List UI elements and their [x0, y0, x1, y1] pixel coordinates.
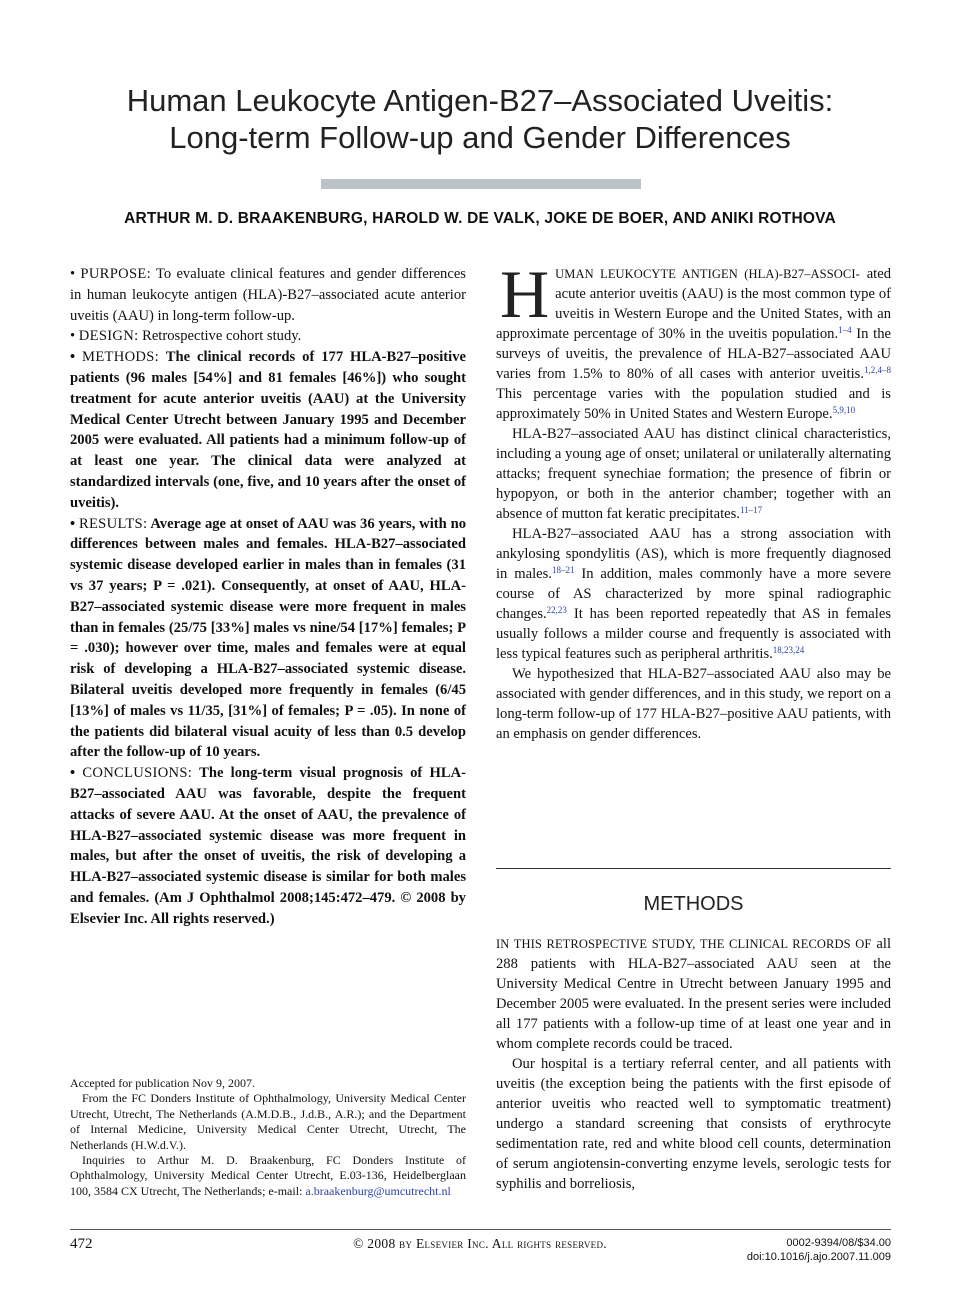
citation-text: (Am J Ophthalmol 2008;145:472–479. © 2008 by Elsevier Inc. All rights reserved.) — [70, 889, 466, 927]
methods-p1-text: all 288 patients with HLA-B27–associated AAU seen at the University Medical Centre in Utrecht between January 1995 and December 2005 were evaluated. In the present series were included all 177 patients with a follow-up time of at least one year and in whom complete records could be traced. — [496, 936, 891, 1052]
intro-p1-a: ated acute anterior uveitis (AAU) is the most common type of uveitis in Western Europe and the United States, with an approximate percentage of 30% in the uveitis population. — [496, 266, 891, 342]
abstract-results: • RESULTS: Average age at onset of AAU was 36 years, with no differences between males and females. HLA-B27–associated systemic disease developed earlier in males than in females (31 vs 37 years; P = .021). Consequently, at onset of AAU, HLA-B27–associated systemic disease were more frequent in males than in females (25/75 [33%] males vs nine/54 [17%] females; P = .030); however over time, males and females were at equal risk of developing a HLA-B27–associated systemic disease. Bilateral uveitis developed more frequently in females (6/45 [13%] of males vs 11/35, [31%] of females; P = .05). In none of the patients did bilateral visual acuity of less than 0.5 develop after the follow-up of 10 years. — [70, 515, 466, 761]
issn-doi — [747, 1236, 891, 1264]
design-label: DESIGN: — [78, 328, 139, 345]
conclusions-text: The long-term visual prognosis of HLA-B27–associated AAU was favorable, despite the frequent attacks of severe AAU. At the onset of AAU, the prevalence of HLA-B27–associated systemic disease was more frequent in males, but after the onset of uveitis, the risk of developing a HLA-B27–associated systemic disease is similar for both males and females. — [70, 765, 466, 906]
ref-link[interactable]: 22,23 — [546, 605, 567, 615]
inquiries-text: Inquiries to Arthur M. D. Braakenburg, FC Donders Institute of Ophthalmology, University Medical Center Utrecht, E.03-136, Heidelberglaan 100, 3584 CX Utrecht, The Netherlands; e-mail: — [70, 1153, 466, 1198]
methods-heading: METHODS — [643, 893, 744, 915]
results-label: RESULTS: — [78, 515, 148, 532]
methods-label: METHODS: — [82, 349, 160, 366]
intro-p1-b: In the surveys of uveitis, the prevalence of HLA-B27–associated AAU varies from 1.5% to 80% of all cases with anterior uveitis. — [496, 326, 891, 382]
footnotes — [70, 1076, 466, 1199]
footnote-accepted: Accepted for publication Nov 9, 2007. — [70, 1076, 255, 1090]
results-text: Average age at onset of AAU was 36 years, with no differences between males and females. HLA-B27–associated systemic disease developed earlier in males than in females (31 vs 37 years; P = .021). Consequently, at onset of AAU, HLA-B27–associated systemic disease were more frequent in males than in females (25/75 [33%] males vs nine/54 [17%] females; P = .030); however over time, males and females were at equal risk of developing a HLA-B27–associated systemic disease. Bilateral uveitis developed more frequently in females (6/45 [13%] of males vs 11/35, [31%] of females; P = .05). In none of the patients did bilateral visual acuity of less than 0.5 develop after the follow-up of 10 years. — [70, 515, 466, 761]
intro-paragraph-3 — [496, 524, 891, 664]
author-list: ARTHUR M. D. BRAAKENBURG, HAROLD W. DE VALK, JOKE DE BOER, AND ANIKI ROTHOVA — [124, 210, 836, 227]
footnote-affiliation: From the FC Donders Institute of Ophthalmology, University Medical Center Utrecht, Utrecht, The Netherlands (A.M.D.B., J.d.B., A.R.); and the Department of Internal Medicine, University Medical Center Utrecht, Utrecht, The Netherlands (H.W.d.V.). — [70, 1091, 466, 1152]
intro-lead-caps: UMAN LEUKOCYTE ANTIGEN (HLA)-B27–ASSOCI- — [555, 267, 860, 281]
ref-link[interactable]: 5,9,10 — [832, 405, 856, 415]
abstract-design: • DESIGN: Retrospective cohort study. — [70, 328, 302, 345]
ref-link[interactable]: 18,23,24 — [772, 645, 805, 655]
methods-section — [496, 934, 891, 1194]
introduction — [496, 256, 891, 744]
design-text: Retrospective cohort study. — [142, 328, 302, 345]
page-number: 472 — [70, 1236, 93, 1252]
footnote-inquiries — [70, 1153, 466, 1199]
methods-paragraph-1 — [496, 934, 891, 1054]
article-title — [60, 82, 900, 156]
intro-paragraph-4: We hypothesized that HLA-B27–associated AAU also may be associated with gender differences, and in this study, we report on a long-term follow-up of 177 HLA-B27–positive AAU patients, with an emphasis on gender differences. — [496, 666, 891, 742]
footer-divider — [70, 1229, 891, 1230]
abstract — [70, 264, 466, 930]
methods-lead-caps: IN THIS RETROSPECTIVE STUDY, THE CLINICAL RECORDS OF — [496, 937, 872, 951]
purpose-text: To evaluate clinical features and gender differences in human leukocyte antigen (HLA)-B27–associated acute anterior uveitis (AAU) in long-term follow-up. — [70, 266, 466, 324]
intro-p3-b: In addition, males commonly have a more severe course of AS characterized by more spinal radiographic changes. — [496, 566, 891, 622]
doi: doi:10.1016/j.ajo.2007.11.009 — [746, 1251, 891, 1263]
ref-link[interactable]: 1,2,4–8 — [864, 365, 891, 375]
email-link[interactable]: a.braakenburg@umcutrecht.nl — [305, 1183, 451, 1198]
intro-p1-c: This percentage varies with the population studied and is approximately 50% in United States and Western Europe. — [496, 386, 891, 422]
abstract-conclusions: • CONCLUSIONS: The long-term visual prognosis of HLA-B27–associated AAU was favorable, despite the frequent attacks of severe AAU. At the onset of AAU, the prevalence of HLA-B27–associated systemic disease was more frequent in males, but after the onset of uveitis, the risk of developing a HLA-B27–associated systemic disease is similar for both males and females. (Am J Ophthalmol 2008;145:472–479. © 2008 by Elsevier Inc. All rights reserved.) — [70, 765, 466, 927]
intro-paragraph-2 — [496, 424, 891, 524]
copyright-notice: © 2008 by Elsevier Inc. All rights reserved. — [353, 1236, 607, 1251]
conclusions-label: CONCLUSIONS: — [82, 765, 193, 782]
intro-p2-a: HLA-B27–associated AAU has distinct clinical characteristics, including a young age of onset; unilateral or unilaterally alternating attacks; frequent synechiae formation; the presence of fibrin or hypopyon, or both in the anterior chamber; together with an absence of mutton fat keratic precipitates. — [496, 426, 891, 522]
purpose-label: PURPOSE: — [80, 266, 151, 282]
abstract-purpose: • PURPOSE: To evaluate clinical features and gender differences in human leukocyte antigen (HLA)-B27–associated acute anterior uveitis (AAU) in long-term follow-up. — [70, 266, 466, 324]
title-line-2: Long-term Follow-up and Gender Differences — [169, 120, 791, 155]
intro-p3-a: HLA-B27–associated AAU has a strong association with ankylosing spondylitis (AS), which is more frequently diagnosed in males. — [496, 526, 891, 582]
ref-link[interactable]: 11–17 — [739, 505, 763, 515]
title-divider-bar — [321, 179, 641, 189]
intro-p3-c: It has been reported repeatedly that AS in females usually follows a milder course and frequently is associated with less typical features such as peripheral arthritis. — [496, 606, 891, 662]
abstract-methods: • METHODS: The clinical records of 177 HLA-B27–positive patients (96 males [54%] and 81 females [46%]) who sought treatment for acute anterior uveitis (AAU) at the University Medical Center Utrecht between January 1995 and December 2005 were evaluated. All patients had a minimum follow-up of at least one year. The clinical data were analyzed at standardized intervals (one, five, and 10 years after the onset of uveitis). — [70, 349, 467, 511]
ref-link[interactable]: 1–4 — [838, 325, 852, 335]
intro-paragraph-1 — [496, 256, 891, 424]
title-line-1: Human Leukocyte Antigen-B27–Associated Uveitis: — [126, 83, 834, 118]
methods-text: The clinical records of 177 HLA-B27–positive patients (96 males [54%] and 81 females [46%]) who sought treatment for acute anterior uveitis (AAU) at the University Medical Center Utrecht between January 1995 and December 2005 were evaluated. All patients had a minimum follow-up of at least one year. The clinical data were analyzed at standardized intervals (one, five, and 10 years after the onset of uveitis). — [70, 349, 467, 511]
section-divider — [496, 868, 891, 869]
dropcap: H — [500, 256, 550, 332]
issn: 0002-9394/08/$34.00 — [786, 1237, 891, 1249]
methods-paragraph-2: Our hospital is a tertiary referral center, and all patients with uveitis (the exception being the patients with the first episode of anterior uveitis who reacted well to symptomatic treatment) undergo a standard screening that consists of erythrocyte sedimentation rate, red and white blood cell counts, determination of serum angiotensin-converting enzyme levels, serologic tests for syphilis and borreliosis, — [496, 1056, 891, 1192]
ref-link[interactable]: 18–21 — [551, 565, 575, 575]
